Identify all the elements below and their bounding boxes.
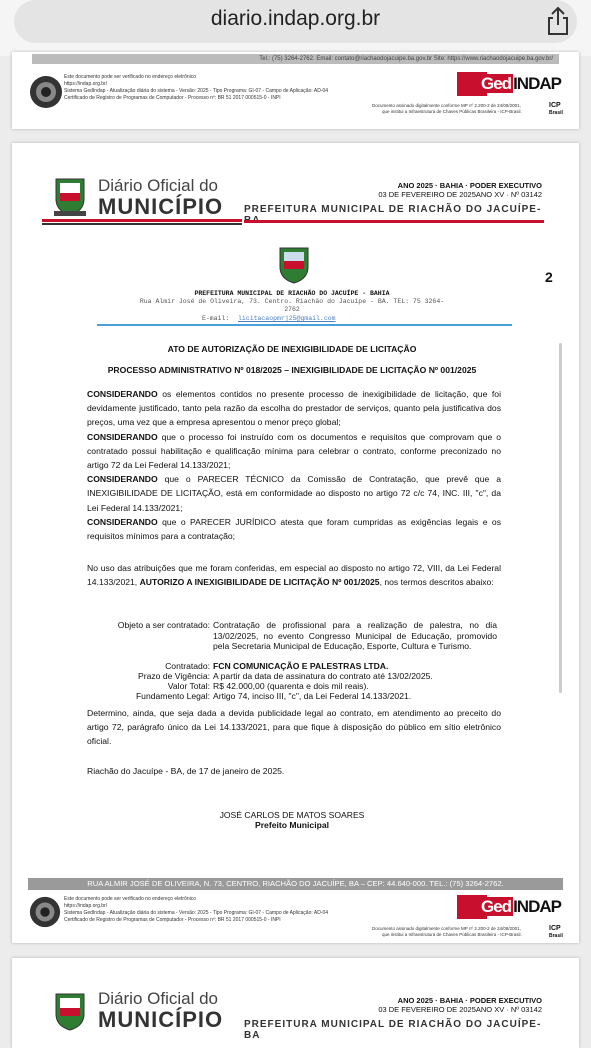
next-prefeitura-name: PREFEITURA MUNICIPAL DE RIACHÃO DO JACUÍPE-BA bbox=[244, 1019, 542, 1041]
considerando-2: CONSIDERANDO que o processo foi instruído com os documentos e requisitos que comprovam que o contratado possui habilitação e qualificação mínima para celebrar o contrato, conforme preconizado no artigo 72 da Lei Federal 14.133/2021; bbox=[87, 431, 501, 471]
page-number: 2 bbox=[545, 269, 553, 285]
objeto-value: Contratação de profissional para a realização de palestra, no dia 13/02/2025, no evento Congresso Municipal de Educação, promovido pela Secretaria Municipal de Educação, Esporte, Cultura e Turismo. bbox=[213, 620, 497, 652]
signer-name: JOSÉ CARLOS DE MATOS SOARES bbox=[219, 810, 365, 820]
verify-text-4: Certificado de Registro de Programas de Computador - Processo nº: BR 51 2017 000515-0 - INPI bbox=[64, 95, 281, 101]
diario-title-line1: Diário Oficial do bbox=[98, 176, 218, 195]
indap-seal-icon bbox=[28, 74, 64, 110]
url-text[interactable]: diario.indap.org.br bbox=[210, 7, 381, 30]
fundamento-label: Fundamento Legal: bbox=[135, 691, 210, 701]
verify-text-3: Sistema GedIndap - Atualização diária do sistema - Versão: 2025 - Tipo Programa: GI-07 - Campo de Aplicação: AD-04 bbox=[64, 88, 329, 94]
next-edition-date: 03 DE FEVEREIRO DE 2025ANO XV · Nº 03142 bbox=[378, 1005, 542, 1014]
letterhead-blue-rule bbox=[97, 324, 512, 326]
edition-date: 03 DE FEVEREIRO DE 2025ANO XV · Nº 03142 bbox=[378, 190, 542, 199]
header-red-rule bbox=[42, 219, 242, 222]
contract-details bbox=[12, 620, 579, 700]
previous-page-fragment bbox=[12, 52, 579, 129]
authorization-paragraph: No uso das atribuições que me foram conferidas, em especial ao disposto no artigo 72, VIII, da Lei Federal 14.133/2021, AUTORIZO A INEXIGIBILIDADE DE LICITAÇÃO Nº 001/2025, nos termos descritos abaixo: bbox=[87, 563, 501, 588]
signed-text-2: que institui a Infraestrutura de Chaves Públicas Brasileira - ICP-Brasil. bbox=[382, 109, 522, 114]
considerando-block bbox=[87, 387, 501, 543]
considerando-1: CONSIDERANDO os elementos contidos no presente processo de inexigibilidade de licitação, que foi devidamente justificado, tanto pela razão da escolha do prestador de serviços, quanto pela justificativa dos preços, uma vez que a empresa apresentou o menor preço global; bbox=[87, 389, 501, 428]
gedindap-logo: Ged INDAP bbox=[457, 72, 561, 98]
doc-subtitle: PROCESSO ADMINISTRATIVO Nº 018/2025 – INEXIGIBILIDADE DE LICITAÇÃO Nº 001/2025 bbox=[107, 365, 477, 375]
signer-role: Prefeito Municipal bbox=[254, 820, 329, 830]
contratado-label: Contratado: bbox=[165, 661, 210, 671]
diario-title-line2: MUNICÍPIO bbox=[98, 194, 224, 219]
place-date: Riachão do Jacuípe - BA, de 17 de janeiro de 2025. bbox=[87, 766, 285, 776]
considerando-4: CONSIDERANDO que o PARECER JURÍDICO atesta que foram cumpridas as exigências legais e os requisitos mínimos para a contratação; bbox=[87, 516, 501, 542]
verify-text-1: Este documento pode ser verificado no endereço eletrônico bbox=[64, 74, 197, 80]
contratado-value: FCN COMUNICAÇÃO E PALESTRAS LTDA. bbox=[213, 661, 389, 671]
next-municipal-crest-icon bbox=[52, 990, 88, 1032]
browser-toolbar bbox=[0, 0, 591, 56]
letterhead-crest-icon bbox=[277, 245, 311, 285]
footer-address: RUA ALMIR JOSÉ DE OLIVEIRA, N. 73, CENTRO, RIACHÃO DO JACUÍPE, BA – CEP: 44.640-000. TEL.: (75) 3264-2762. bbox=[28, 878, 563, 890]
next-diario-title-1: Diário Oficial do bbox=[98, 989, 218, 1008]
prefeitura-name: PREFEITURA MUNICIPAL DE RIACHÃO DO JACUÍPE- bbox=[244, 204, 542, 215]
footer-signed-1: Documento assinado digitalmente conforme MP nº 2.200-2 de 24/08/2001, bbox=[372, 926, 521, 931]
email-label: E-mail: bbox=[202, 315, 230, 322]
objeto-label: Objeto a ser contratado: bbox=[117, 620, 210, 630]
footer-verify-1: Este documento pode ser verificado no endereço eletrônico bbox=[64, 896, 197, 902]
prazo-value: A partir da data de assinatura do contrato até 13/02/2025. bbox=[213, 671, 433, 681]
prazo-label: Prazo de Vigência: bbox=[138, 671, 210, 681]
header-dark-rule bbox=[42, 223, 242, 225]
footer-signed-2: que institui a Infraestrutura de Chaves Públicas Brasileira - ICP-Brasil. bbox=[382, 932, 522, 937]
footer-icp-brasil-logo: ICP Brasil bbox=[549, 925, 563, 939]
footer-verify-2: https://indap.org.br/ bbox=[64, 903, 108, 909]
contact-strip: Tel.: (75) 3264-2762. Email: contato@riachaodojacuipe.ba.gov.br Site: https://www.riachaodojacuipe.ba.gov.br/ bbox=[32, 54, 559, 64]
footer-gedindap-logo: Ged INDAP bbox=[457, 895, 561, 921]
determino-paragraph: Determino, ainda, que seja dada a devida publicidade legal ao contrato, em atendimento ao preceito do artigo 72, parágrafo único da Lei 14.133/2021, para que fique à disposição do público em sítio eletrônico oficial. bbox=[87, 708, 501, 747]
footer-verify-3: Sistema GedIndap - Atualização diária do sistema - Versão: 2025 - Tipo Programa: GI-07 - Campo de Aplicação: AD-04 bbox=[64, 910, 329, 916]
valor-label: Valor Total: bbox=[167, 681, 210, 691]
valor-value: R$ 42.000,00 (quarenta e dois mil reais). bbox=[213, 681, 369, 691]
letterhead-address-1: Rua Almir José de Oliveira, 73. Centro. Riachão do Jacuípe - BA. TEL: 75 3264- bbox=[139, 298, 445, 305]
letterhead-address-2: 2762 bbox=[284, 306, 300, 313]
doc-title: ATO DE AUTORIZAÇÃO DE INEXIGIBILIDADE DE LICITAÇÃO bbox=[167, 344, 417, 354]
address-bar[interactable] bbox=[14, 0, 577, 43]
letterhead-title: PREFEITURA MUNICIPAL DE RIACHÃO DO JACUÍPE - BAHIA bbox=[194, 290, 390, 297]
footer-verify-4: Certificado de Registro de Programas de Computador - Processo nº: BR 51 2017 000515-0 - INPI bbox=[64, 917, 281, 923]
footer-indap-seal-icon bbox=[28, 895, 62, 929]
fundamento-value: Artigo 74, inciso III, "c", da Lei Federal 14.133/2021. bbox=[213, 691, 412, 701]
next-edition-year: ANO 2025 · BAHIA · PODER EXECUTIVO bbox=[397, 996, 542, 1005]
share-icon[interactable] bbox=[545, 6, 571, 36]
verify-text-2: https://indap.org.br/ bbox=[64, 81, 108, 87]
signed-text-1: Documento assinado digitalmente conforme MP nº 2.200-2 de 24/08/2001, bbox=[372, 103, 521, 108]
edition-year: ANO 2025 · BAHIA · PODER EXECUTIVO bbox=[397, 181, 542, 190]
prefeitura-red-rule bbox=[244, 220, 544, 223]
email-link[interactable]: licitacaopmrj25@gmail.com bbox=[238, 315, 336, 322]
icp-brasil-logo: ICP Brasil bbox=[549, 102, 563, 116]
gazette-page bbox=[12, 143, 579, 943]
next-diario-title-2: MUNICÍPIO bbox=[98, 1007, 224, 1032]
municipal-crest-icon bbox=[52, 175, 88, 217]
considerando-3: CONSIDERANDO que o PARECER TÉCNICO da Comissão de Contratação, que prevê que a INEXIGIBILIDADE DE LICITAÇÃO, está em conformidade ao disposto no artigo 72 c/c 74, INC. III, "c", da Lei Federal 14.133/2021; bbox=[87, 474, 501, 513]
